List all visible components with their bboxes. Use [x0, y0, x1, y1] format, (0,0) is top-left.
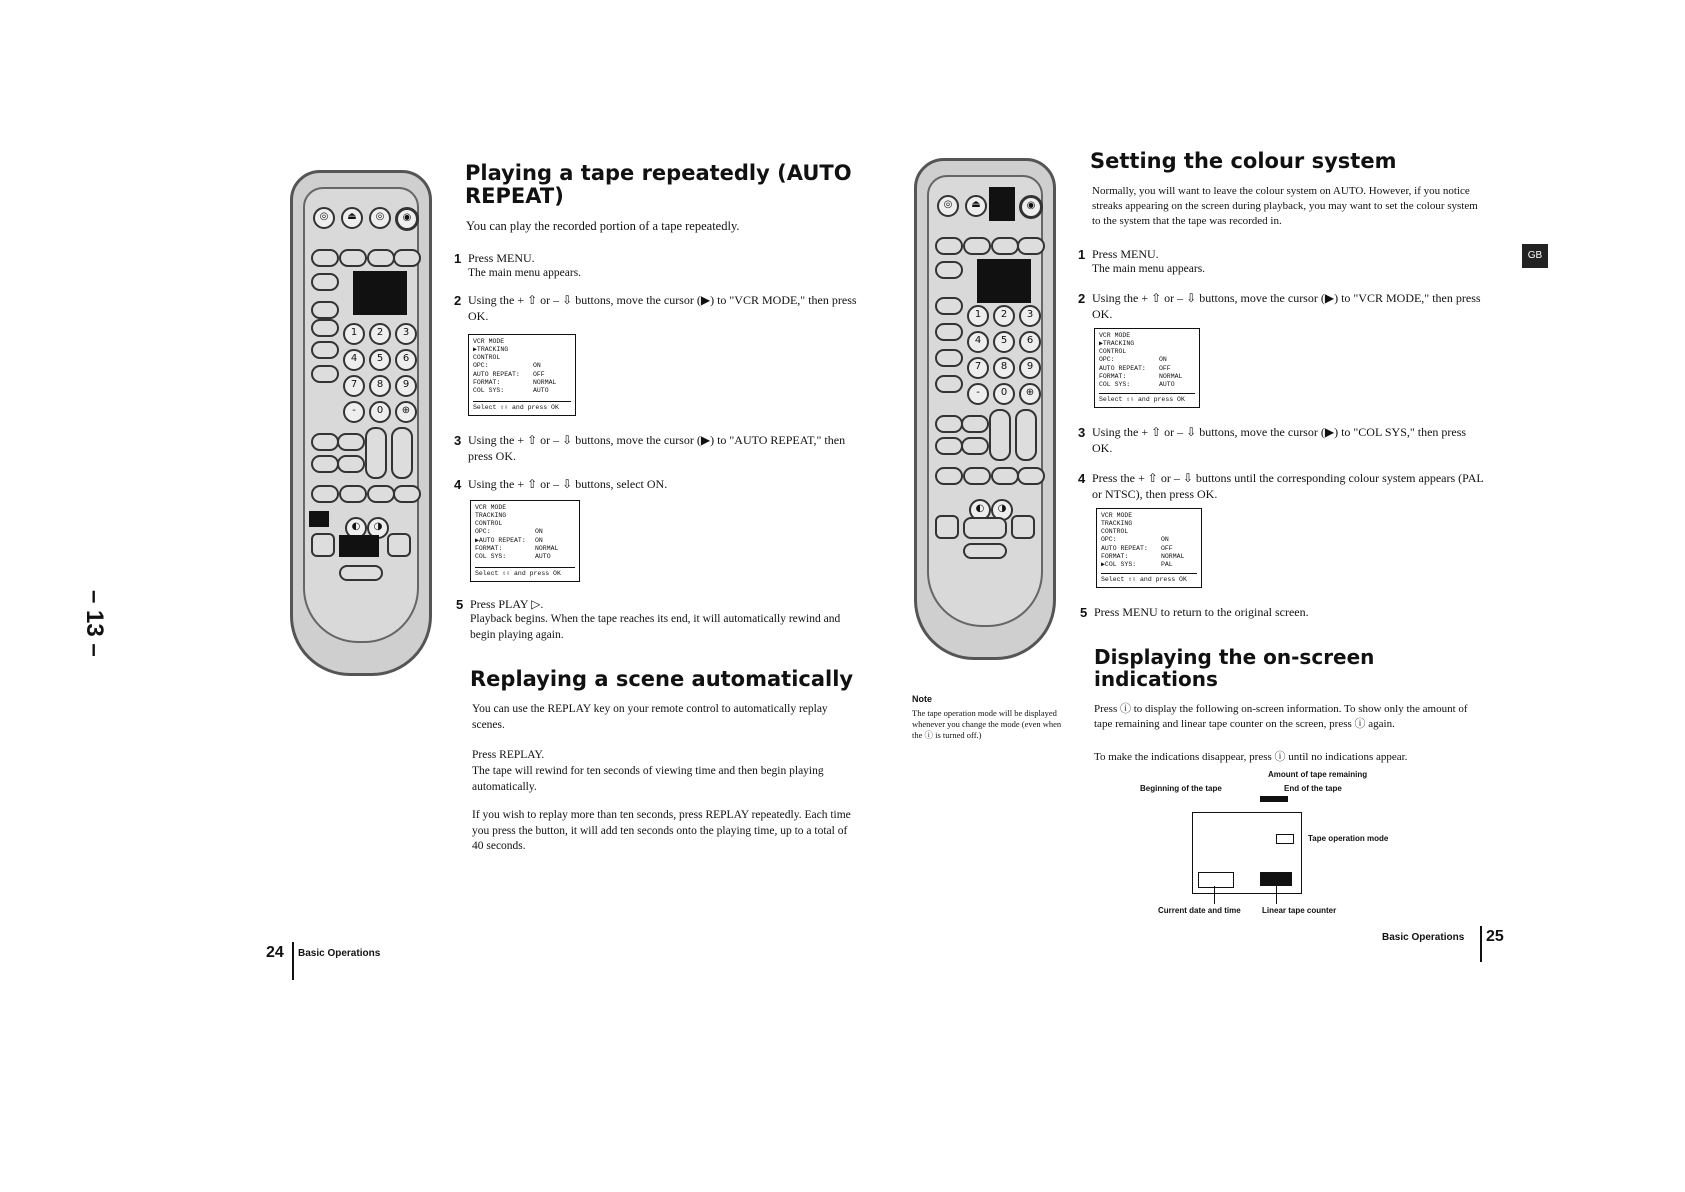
display-text-2: To make the indications disappear, press ⓘ until no indications appear.	[1094, 751, 1408, 763]
heading-colour-system: Setting the colour system	[1090, 149, 1397, 173]
label-tape-operation-mode: Tape operation mode	[1308, 834, 1389, 843]
footer-divider-right	[1480, 926, 1482, 962]
footer-divider-left	[292, 942, 294, 980]
date-time-box	[1198, 872, 1234, 888]
page-number-left: 24	[266, 944, 284, 961]
intro-auto-repeat: You can play the recorded portion of a tape repeatedly.	[466, 219, 740, 233]
page-number-right: 25	[1486, 928, 1504, 945]
left-step-4: 4 Using the + ⇧ or – ⇩ buttons, select ON.	[454, 477, 668, 492]
linear-counter-box	[1260, 872, 1292, 886]
label-beginning-of-tape: Beginning of the tape	[1140, 784, 1222, 793]
op-mode-box	[1276, 834, 1294, 844]
osd-vcr-mode-left-1: VCR MODE ▶TRACKING CONTROL OPC: ON AUTO REPEAT: OFF FORMAT: NORMAL COL SYS: AUTO Select ⇧⇩ and press OK	[468, 334, 576, 416]
heading-auto-repeat: Playing a tape repeatedly (AUTO REPEAT)	[465, 161, 852, 209]
onscreen-indications-diagram	[1140, 768, 1440, 918]
heading-replay: Replaying a scene automatically	[470, 667, 854, 691]
label-amount-remaining: Amount of tape remaining	[1268, 770, 1368, 779]
left-step-2: 2 Using the + ⇧ or – ⇩ buttons, move the cursor (▶) to "VCR MODE," then press OK.	[454, 293, 857, 324]
right-step-2: 2 Using the + ⇧ or – ⇩ buttons, move the cursor (▶) to "VCR MODE," then press OK.	[1078, 291, 1481, 322]
replay-text: The tape will rewind for ten seconds of viewing time and then begin playing automatically.	[472, 765, 824, 793]
left-step-1: 1 Press MENU. The main menu appears.	[454, 251, 582, 280]
left-step-5: 5 Press PLAY ▷. Playback begins. When the tape reaches its end, it will automatically rewind and begin playing again.	[456, 597, 841, 641]
right-step-1: 1 Press MENU. The main menu appears.	[1078, 247, 1206, 276]
osd-vcr-mode-right-1: VCR MODE ▶TRACKING CONTROL OPC: ON AUTO REPEAT: OFF FORMAT: NORMAL COL SYS: AUTO Select ⇧⇩ and press OK	[1094, 328, 1200, 408]
replay-more: If you wish to replay more than ten seconds, press REPLAY repeatedly. Each time you press the button, it will add ten seconds onto the playing time, up to a total of 40 seconds.	[472, 809, 851, 853]
note-heading: Note	[912, 694, 932, 704]
right-step-3: 3 Using the + ⇧ or – ⇩ buttons, move the cursor (▶) to "COL SYS," then press OK.	[1078, 425, 1467, 456]
press-replay: Press REPLAY.	[472, 749, 545, 761]
remote-control-illustration-left: ◎ ⏏ ◎ ◉ 1 2 3 4 5 6 7 8 9 - 0 ⊕ ◐ ◑	[290, 170, 432, 676]
display-text: Press ⓘ to display the following on-screen information. To show only the amount of tape remaining and linear tape counter on the screen, press ⓘ again.	[1094, 703, 1468, 730]
remote-control-illustration-right: ◎ ⏏ ◉ 1 2 3 4 5 6 7 8 9 - 0 ⊕ ◐ ◑	[914, 158, 1056, 660]
label-end-of-tape: End of the tape	[1284, 784, 1342, 793]
intro-replay: You can use the REPLAY key on your remote control to automatically replay scenes.	[472, 703, 828, 731]
label-date-time: Current date and time	[1158, 906, 1241, 915]
leader-line-1	[1214, 886, 1215, 904]
tape-bar	[1260, 796, 1288, 802]
right-step-4: 4 Press the + ⇧ or – ⇩ buttons until the corresponding colour system appears (PAL or NTSC), then press OK.	[1078, 471, 1484, 502]
note-text: The tape operation mode will be displayed whenever you change the mode (even when the ⓘ is turned off.)	[912, 708, 1062, 741]
osd-vcr-mode-left-2: VCR MODE TRACKING CONTROL OPC: ON ▶AUTO REPEAT: ON FORMAT: NORMAL COL SYS: AUTO Select ⇧⇩ and press OK	[470, 500, 580, 582]
gb-tab: GB	[1522, 244, 1548, 268]
footer-label-right: Basic Operations	[1382, 932, 1465, 943]
left-step-3: 3 Using the + ⇧ or – ⇩ buttons, move the cursor (▶) to "AUTO REPEAT," then press OK.	[454, 433, 846, 464]
right-step-5: 5 Press MENU to return to the original screen.	[1080, 605, 1309, 620]
osd-vcr-mode-right-2: VCR MODE TRACKING CONTROL OPC: ON AUTO REPEAT: OFF FORMAT: NORMAL ▶COL SYS: PAL Select ⇧⇩ and press OK	[1096, 508, 1202, 588]
label-linear-counter: Linear tape counter	[1262, 906, 1337, 915]
footer-label-left: Basic Operations	[298, 948, 381, 959]
intro-colour-system: Normally, you will want to leave the colour system on AUTO. However, if you notice streaks appearing on the screen during playback, you may want to set the colour system to the system that the tape was recorded in.	[1092, 185, 1478, 227]
heading-onscreen-indications: Displaying the on-screen indications	[1094, 645, 1375, 691]
leader-line-2	[1276, 886, 1277, 904]
side-page-number: – 13 –	[81, 590, 108, 657]
